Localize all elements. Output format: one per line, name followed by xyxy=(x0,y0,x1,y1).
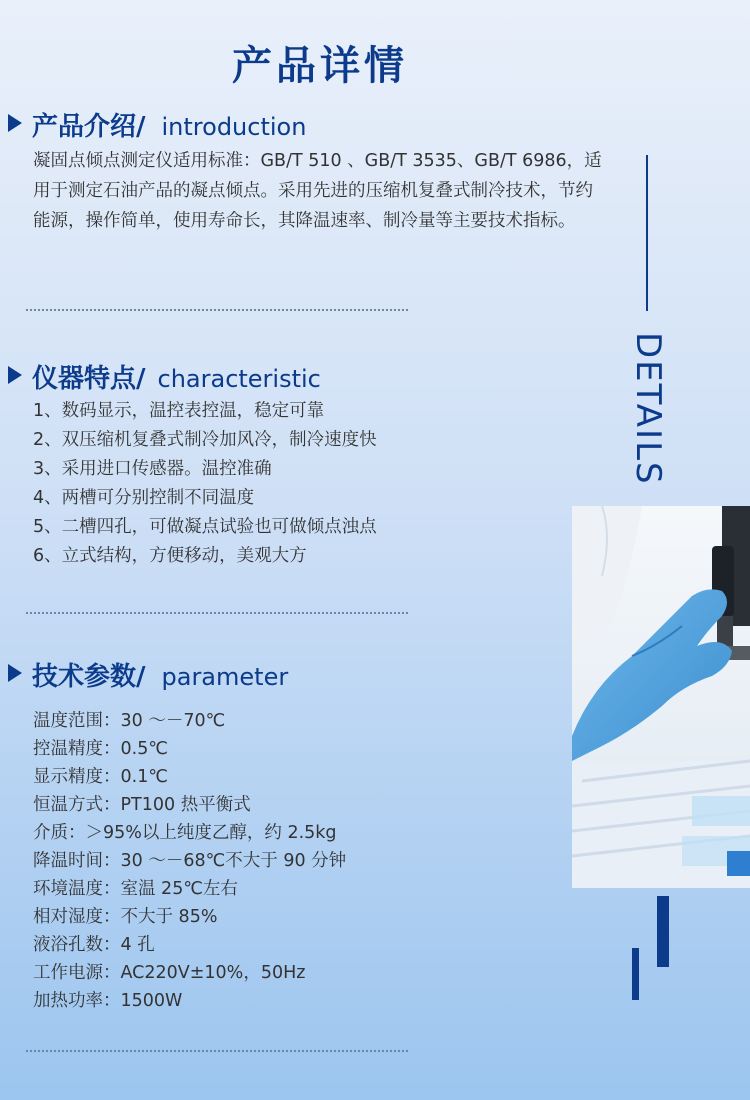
param-item: 温度范围：30 ～－70℃ xyxy=(33,711,226,731)
intro-heading-cn: 产品介绍/ xyxy=(32,112,146,142)
param-item: 工作电源：AC220V±10%，50Hz xyxy=(33,963,306,983)
feature-item: 5、二槽四孔，可做凝点试验也可做倾点浊点 xyxy=(33,517,377,537)
dotted-divider xyxy=(26,612,408,614)
feature-item: 2、双压缩机复叠式制冷加风冷，制冷速度快 xyxy=(33,430,377,450)
feature-item: 1、数码显示，温控表控温，稳定可靠 xyxy=(33,401,325,421)
accent-bar xyxy=(632,948,639,1000)
feature-item: 3、采用进口传感器。温控准确 xyxy=(33,459,272,479)
vertical-accent-line xyxy=(646,155,648,311)
dotted-divider xyxy=(26,1050,408,1052)
params-heading xyxy=(8,656,288,693)
params-list xyxy=(33,707,346,1015)
intro-heading xyxy=(8,106,306,143)
param-item: 液浴孔数：4 孔 xyxy=(33,935,155,955)
triangle-bullet-icon xyxy=(8,366,22,384)
param-item: 相对湿度：不大于 85% xyxy=(33,907,218,927)
lab-glove-microscope-image xyxy=(572,506,750,888)
params-heading-en: parameter xyxy=(161,663,289,691)
param-item: 介质：＞95%以上纯度乙醇，约 2.5kg xyxy=(33,823,337,843)
features-list xyxy=(33,397,377,571)
lab-photo xyxy=(572,506,750,888)
params-heading-cn: 技术参数/ xyxy=(32,662,146,692)
details-vertical-label: DETAILS xyxy=(628,332,668,486)
feature-item: 6、立式结构，方便移动，美观大方 xyxy=(33,546,307,566)
feature-item: 4、两槽可分别控制不同温度 xyxy=(33,488,255,508)
intro-heading-en: introduction xyxy=(161,113,307,141)
page-title: 产品详情 xyxy=(232,43,408,89)
param-item: 降温时间：30 ～－68℃不大于 90 分钟 xyxy=(33,851,347,871)
dotted-divider xyxy=(26,309,408,311)
param-item: 加热功率：1500W xyxy=(33,991,183,1011)
triangle-bullet-icon xyxy=(8,114,22,132)
features-heading xyxy=(8,358,321,395)
features-heading-cn: 仪器特点/ xyxy=(32,364,146,394)
intro-text: 凝固点倾点测定仪适用标准：GB/T 510 、GB/T 3535、GB/T 6986，适用于测定石油产品的凝点倾点。采用先进的压缩机复叠式制冷技术，节约能源，操作简单，使用寿命长，其降温速率、制冷量等主要技术指标。 xyxy=(33,151,602,231)
accent-bar xyxy=(657,896,669,967)
param-item: 控温精度：0.5℃ xyxy=(33,739,168,759)
features-heading-en: characteristic xyxy=(157,365,321,393)
triangle-bullet-icon xyxy=(8,664,22,682)
param-item: 环境温度：室温 25℃左右 xyxy=(33,879,238,899)
param-item: 显示精度：0.1℃ xyxy=(33,767,168,787)
param-item: 恒温方式：PT100 热平衡式 xyxy=(33,795,251,815)
